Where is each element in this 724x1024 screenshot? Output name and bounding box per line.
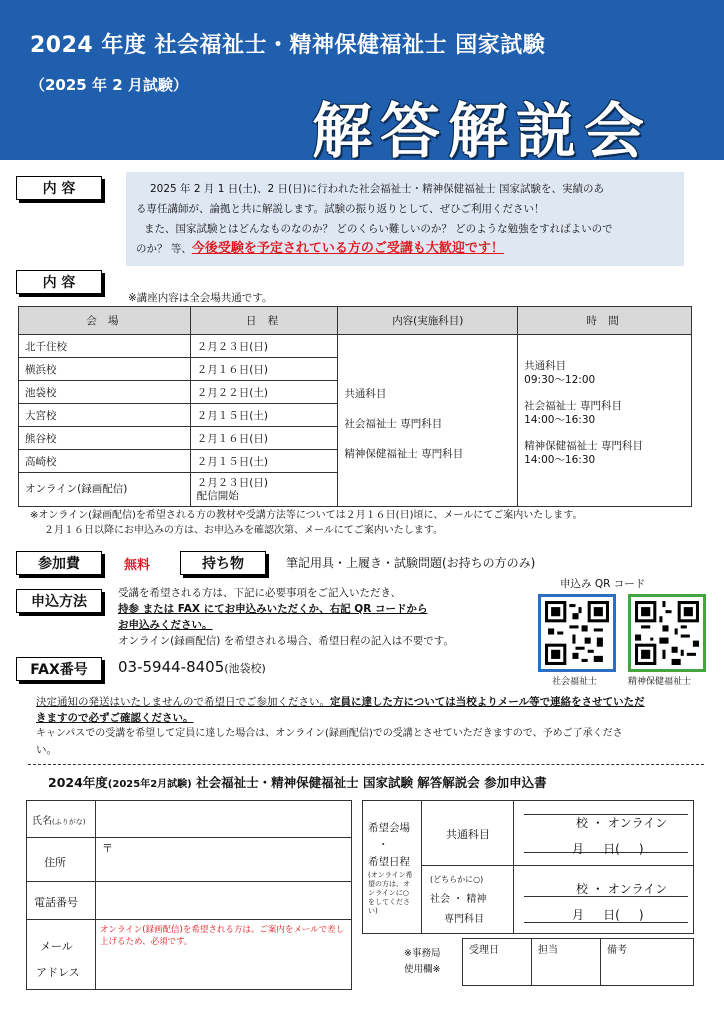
phone-label: 電話番号	[34, 896, 78, 909]
mail-label-cell	[26, 920, 96, 990]
apply-text	[118, 585, 454, 649]
phone-label-cell	[26, 882, 96, 920]
notice-line-2: キャンパスでの受講を希望して定員に達した場合は、オンライン(録画配信)での受講とさせていただきますので、予めご了承くださ	[36, 728, 623, 739]
cut-line	[28, 764, 704, 765]
common-venue-option: 校 ・ オンライン	[576, 816, 668, 830]
apply-line-3: お申込みください。	[118, 619, 213, 631]
postal-mark: 〒	[102, 842, 113, 855]
intro-box	[126, 172, 684, 266]
date-cell: ２月１６日(日)	[190, 358, 338, 381]
label-fax: FAX番号	[16, 657, 102, 681]
common-label-cell	[422, 800, 514, 866]
online-note-line-2: ２月１６日以降にお申込みの方は、お申込みを確認次第、メールにてご案内いたします。	[44, 525, 443, 536]
intro-line-2: る専任講師が、論拠と共に解説します。試験の振り返りとして、ぜひご利用ください！	[136, 203, 545, 215]
col-date: 日 程	[190, 307, 338, 335]
common-label: 共通科目	[446, 828, 490, 841]
office-remarks-cell	[600, 938, 694, 986]
common-input-cell[interactable]	[514, 800, 694, 866]
venue-note: ※講座内容は全会場共通です。	[128, 292, 273, 304]
form-title-main: 社会福祉士・精神保健福祉士 国家試験 解答解説会 参加申込書	[191, 775, 547, 790]
intro-line-4a: のか？ 等、	[136, 243, 192, 255]
col-content: 内容(実施科目)	[338, 307, 518, 335]
times-cell	[518, 335, 692, 507]
col-venue: 会 場	[19, 307, 191, 335]
label-bring: 持ち物	[180, 551, 266, 575]
intro-highlight: 今後受験を予定されている方のご受講も大歓迎です！	[191, 241, 504, 256]
time-value-mental: 14:00～16:30	[524, 454, 596, 466]
online-note-line-1: ※オンライン(録画配信)を希望される方の教材や受講方法等については２月１６日(日)頃に、メールにてご案内いたします。	[30, 510, 583, 521]
mail-note: オンライン(録画配信)を希望される方は、ご案内をメールで差し上げるため、必須です。	[100, 925, 345, 947]
name-label: 氏名	[32, 816, 52, 827]
venue-cell: 池袋校	[19, 381, 191, 404]
phone-input-cell[interactable]	[96, 882, 352, 920]
label-naiyou-2: 内 容	[16, 270, 102, 294]
mail-label-2: アドレス	[36, 966, 80, 979]
name-ruby-label: (ふりがな)	[52, 818, 86, 826]
apply-line-1: 受講を希望される方は、下記に必要事項をご記入いただき、	[118, 587, 402, 599]
qr-code-mental[interactable]	[628, 594, 706, 672]
office-received-label: 受理日	[469, 945, 499, 956]
spec-venue-option: 校 ・ オンライン	[576, 882, 668, 896]
notice	[36, 694, 706, 758]
date-cell: ２月１６日(日)	[190, 427, 338, 450]
qr-code-social[interactable]	[538, 594, 616, 672]
time-value-common: 09:30～12:00	[524, 374, 596, 386]
time-name-social: 社会福祉士 専門科目	[524, 400, 623, 412]
venue-cell: オンライン(録画配信)	[19, 473, 191, 507]
office-received-cell	[462, 938, 532, 986]
spec-label-2: 専門科目	[444, 914, 484, 925]
subject-common: 共通科目	[344, 388, 387, 400]
qr-icon	[635, 601, 699, 665]
office-label	[404, 946, 440, 978]
address-input-cell[interactable]	[96, 838, 352, 882]
col-time: 時 間	[518, 307, 692, 335]
hope-label-2: ・	[378, 839, 389, 851]
notice-part-1: 決定通知の発送はいたしませんので希望日でご参加ください。	[36, 696, 330, 708]
intro-line-3: また、国家試験とはどんなものなのか？ どのくらい難しいのか？ どのような勉強をすればよいので	[144, 223, 613, 235]
qr-label-social: 社会福祉士	[552, 677, 598, 687]
notice-part-2: 定員に達した方については当校よりメール等で連絡をさせていただ	[330, 696, 645, 708]
header-title: 2024 年度 社会福祉士・精神保健福祉士 国家試験	[30, 33, 546, 58]
fax-number-value: 03-5944-8405	[118, 658, 225, 676]
intro-line-1: 2025 年 2 月 1 日(土)、2 日(日)に行われた社会福祉士・精神保健福祉士 国家試験を、実績のあ	[150, 183, 605, 195]
header-subtitle: （2025 年 2 月試験）	[30, 76, 188, 94]
date-online-note: 配信開始	[196, 489, 239, 502]
venue-cell: 横浜校	[19, 358, 191, 381]
table-row	[19, 335, 692, 358]
hope-label-1: 希望会場	[368, 822, 410, 834]
qr-label-mental: 精神保健福祉士	[628, 677, 692, 687]
spec-input-cell[interactable]	[514, 866, 694, 934]
venue-cell: 熊谷校	[19, 427, 191, 450]
date-cell: ２月１５日(土)	[190, 404, 338, 427]
name-label-cell	[26, 800, 96, 838]
time-value-social: 14:00～16:30	[524, 414, 596, 426]
office-staff-label: 担当	[538, 945, 558, 956]
date-cell: ２月１５日(土)	[190, 450, 338, 473]
spec-date-option: 月 日( )	[572, 908, 644, 922]
address-label-cell	[26, 838, 96, 882]
common-date-option: 月 日( )	[572, 842, 644, 856]
subject-mental: 精神保健福祉士 専門科目	[344, 448, 464, 460]
header-big-title: 解答解説会	[312, 97, 652, 167]
venue-cell: 大宮校	[19, 404, 191, 427]
spec-label-1: 社会 ・ 精神	[430, 894, 487, 905]
date-cell	[190, 473, 338, 507]
hope-note: (オンライン希望の方は、オンラインに○をしてください)	[368, 871, 413, 915]
form-title-exam: (2025年2月試験)	[107, 779, 192, 790]
time-name-mental: 精神保健福祉士 専門科目	[524, 440, 644, 452]
office-staff-cell	[531, 938, 601, 986]
label-apply: 申込方法	[16, 589, 102, 613]
mail-label-1: メール	[40, 940, 73, 953]
subject-social: 社会福祉士 専門科目	[344, 418, 443, 430]
address-label: 住所	[44, 856, 66, 869]
name-input-cell[interactable]	[96, 800, 352, 838]
venue-cell: 北千住校	[19, 335, 191, 358]
apply-line-4: オンライン(録画配信) を希望される場合、希望日程の記入は不要です。	[118, 635, 454, 647]
venue-cell: 高崎校	[19, 450, 191, 473]
apply-line-2: 持参 または FAX にてお申込みいただくか、右記 QR コードから	[118, 603, 428, 615]
label-naiyou-1: 内 容	[16, 176, 102, 200]
schedule-table	[18, 306, 692, 507]
date-online: ２月２３日(日)	[196, 476, 268, 489]
hope-label-cell	[362, 800, 422, 934]
office-label-1: ※事務局	[404, 948, 441, 959]
fax-number-campus: (池袋校)	[224, 662, 266, 675]
notice-part-3: きますので必ずご確認ください。	[36, 712, 194, 724]
spec-label-cell	[422, 866, 514, 934]
mail-input-cell[interactable]	[96, 920, 352, 990]
bring-value: 筆記用具・上履き・試験問題(お持ちの方のみ)	[286, 556, 536, 570]
office-label-2: 使用欄※	[404, 964, 441, 975]
qr-caption: 申込み QR コード	[560, 578, 646, 590]
online-note	[30, 508, 582, 538]
hope-label-3: 希望日程	[368, 856, 410, 868]
office-remarks-label: 備考	[607, 945, 627, 956]
date-cell: ２月２２日(土)	[190, 381, 338, 404]
fax-number	[118, 658, 266, 676]
time-name-common: 共通科目	[524, 360, 567, 372]
spec-note: (どちらかに○)	[430, 875, 484, 884]
fee-value: 無料	[124, 558, 151, 573]
qr-icon	[545, 601, 609, 665]
label-fee: 参加費	[16, 551, 102, 575]
schedule-header-row	[19, 307, 692, 335]
date-cell: ２月２３日(日)	[190, 335, 338, 358]
notice-line-3: い。	[36, 744, 57, 756]
subjects-cell	[338, 335, 518, 507]
form-title	[48, 773, 547, 791]
form-title-year: 2024年度	[48, 775, 108, 790]
